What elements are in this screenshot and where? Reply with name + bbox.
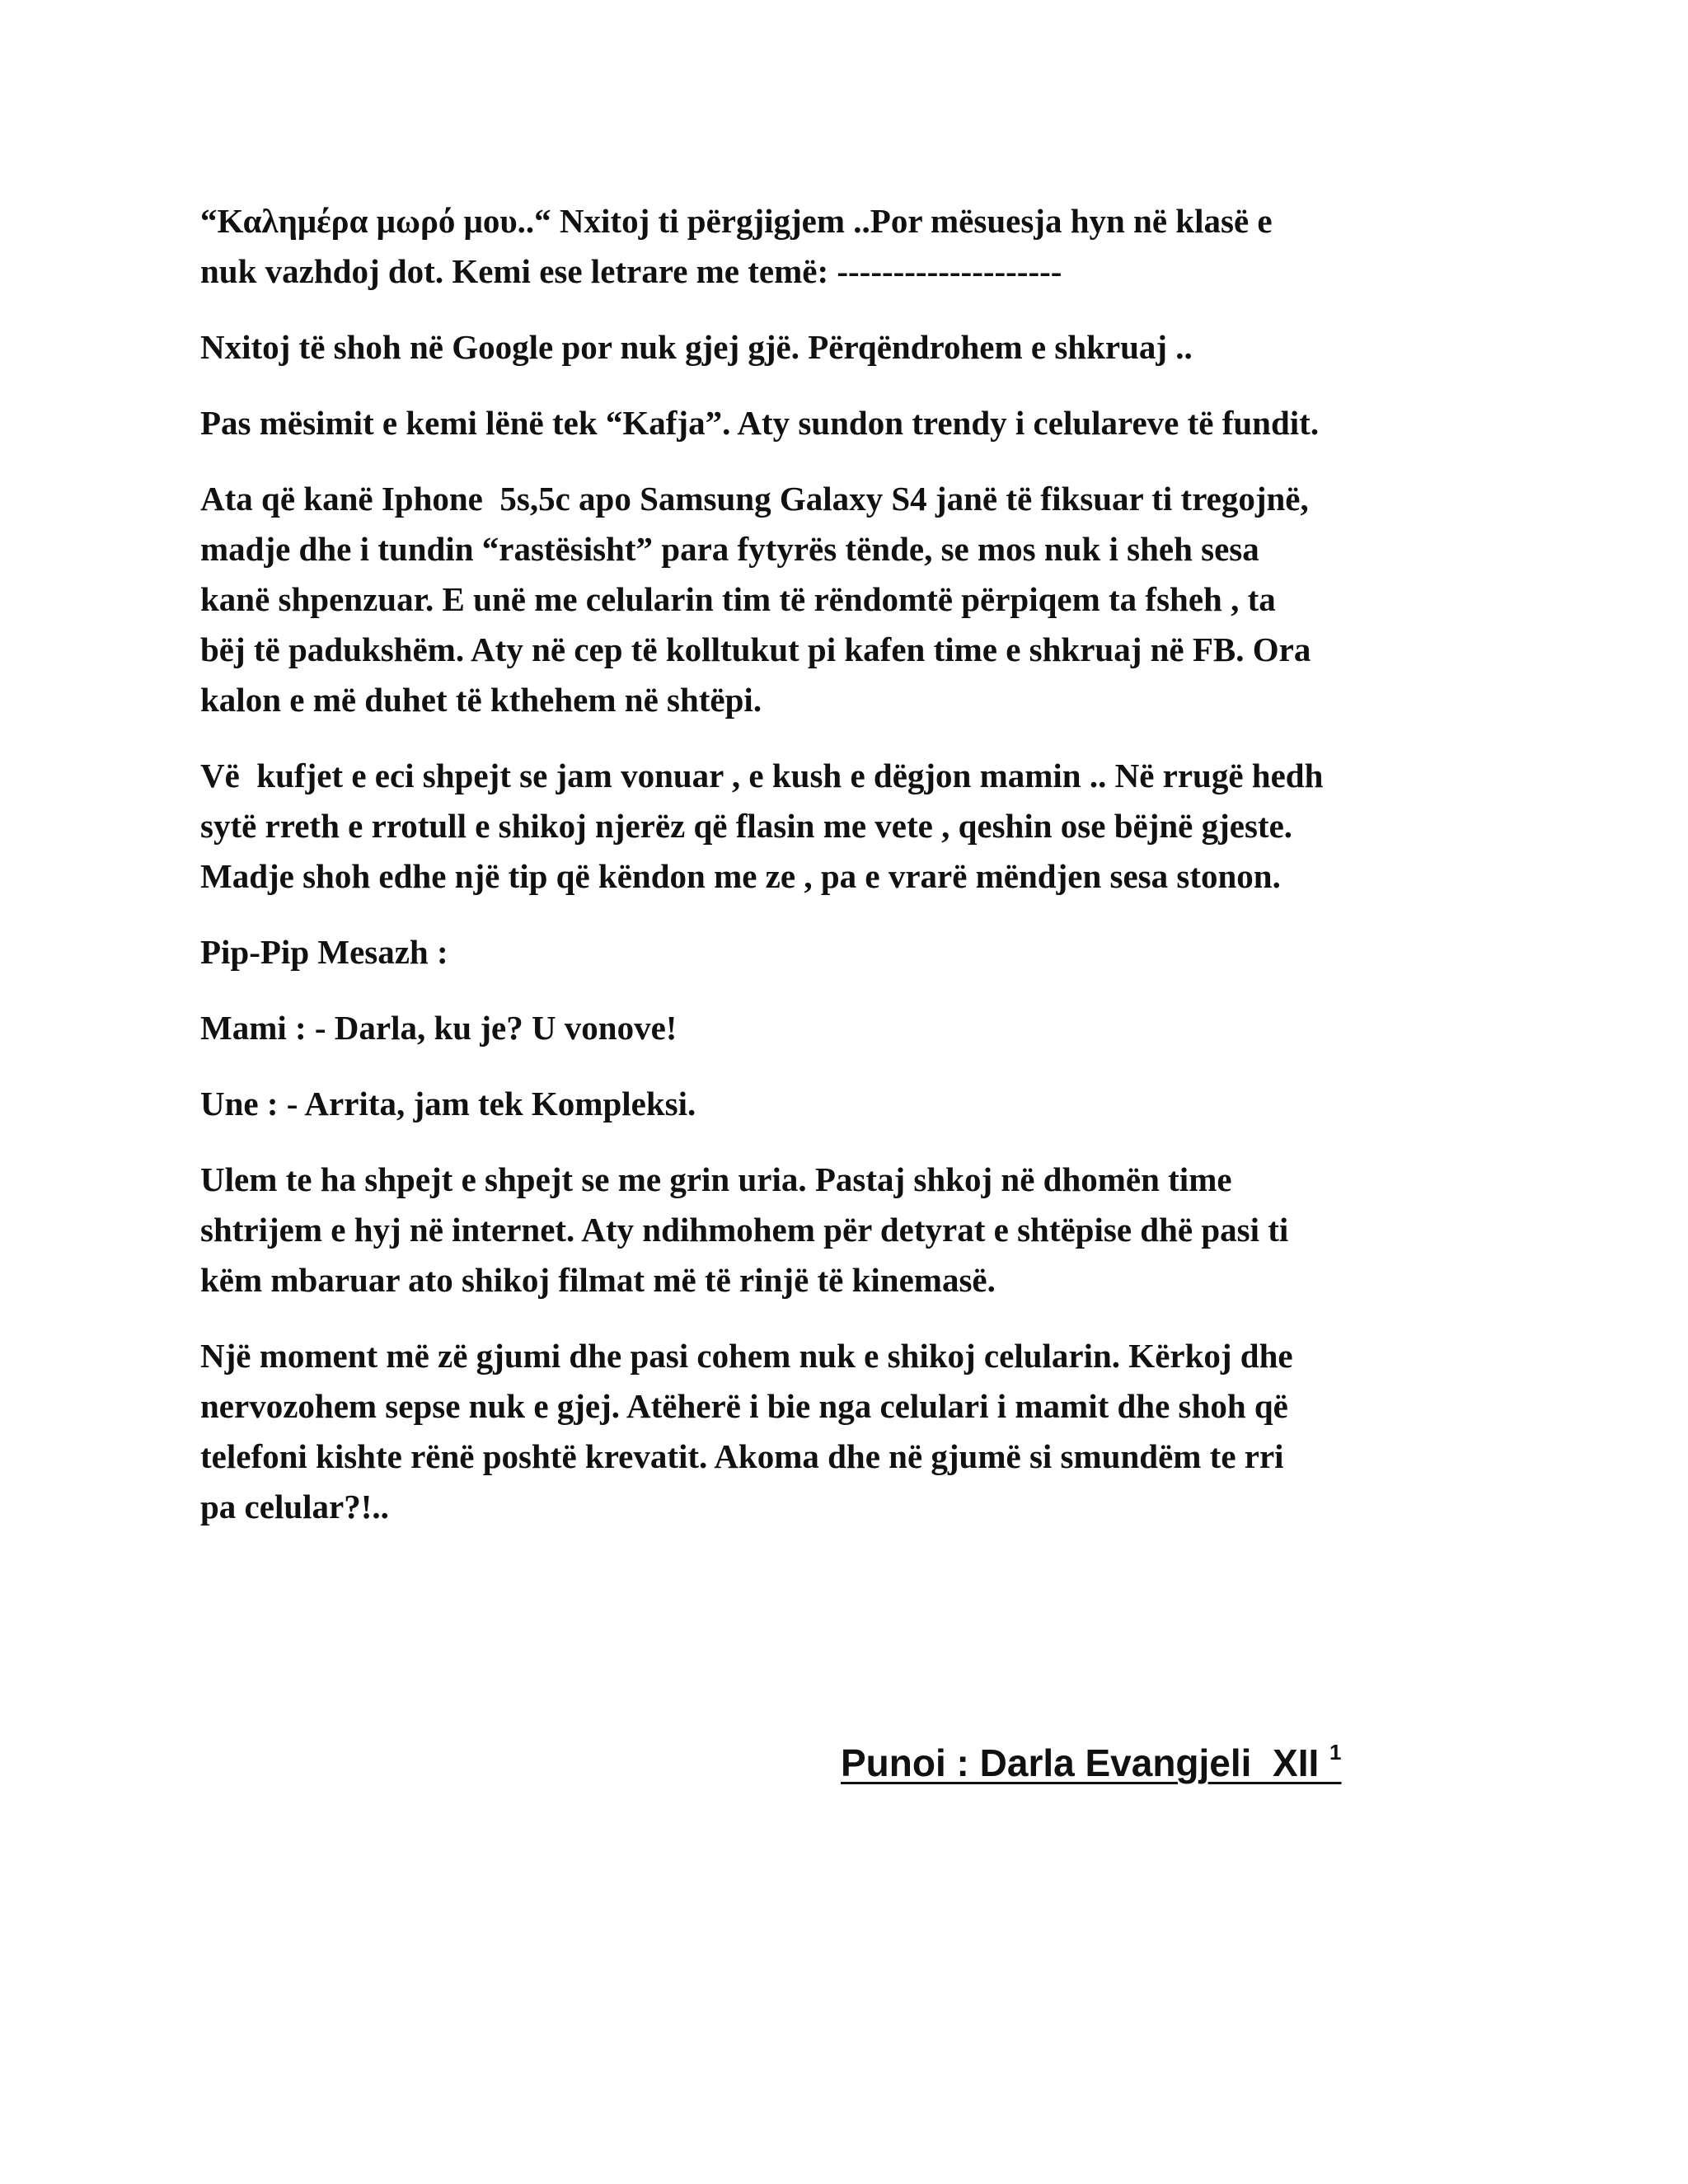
- text-line: “Καλημέρα μωρό μου..“ Nxitoj ti përgjigjem ..Por mësuesja hyn në klasë e: [200, 202, 1273, 240]
- paragraph: [200, 1003, 1503, 1053]
- text-line: pa celular?!..: [200, 1488, 389, 1526]
- paragraph: [200, 398, 1503, 448]
- paragraph: [200, 927, 1503, 977]
- text-line: Madje shoh edhe një tip që këndon me ze , pa e vrarë mëndjen sesa stonon.: [200, 857, 1281, 895]
- text-line: Mami : - Darla, ku je? U vonove!: [200, 1009, 678, 1047]
- text-line: kanë shpenzuar. E unë me celularin tim të rëndomtë përpiqem ta fsheh , ta: [200, 580, 1276, 618]
- signature-superscript: 1: [1329, 1740, 1342, 1765]
- paragraph: [200, 751, 1503, 902]
- text-line: telefoni kishte rënë poshtë krevatit. Akoma dhe në gjumë si smundëm te rri: [200, 1437, 1284, 1475]
- text-line: nervozohem sepse nuk e gjej. Atëherë i bie nga celulari i mamit dhe shoh që: [200, 1387, 1288, 1425]
- author-signature: [841, 1729, 1342, 1786]
- signature-text: Punoi : Darla Evangjeli XII: [841, 1741, 1330, 1784]
- text-line: Vë kufjet e eci shpejt se jam vonuar , e kush e dëgjon mamin .. Në rrugë hedh: [200, 757, 1324, 794]
- paragraph: [200, 1331, 1503, 1532]
- text-line: kalon e më duhet të kthehem në shtëpi.: [200, 681, 762, 719]
- paragraph: [200, 322, 1503, 373]
- text-line: shtrijem e hyj në internet. Aty ndihmohem për detyrat e shtëpise dhë pasi ti: [200, 1211, 1289, 1249]
- paragraph: [200, 1079, 1503, 1129]
- text-line: sytë rreth e rrotull e shikoj njerëz që flasin me vete , qeshin ose bëjnë gjeste.: [200, 807, 1293, 845]
- text-line: nuk vazhdoj dot. Kemi ese letrare me temë: --------------------: [200, 252, 1062, 290]
- text-line: Pas mësimit e kemi lënë tek “Kafja”. Aty sundon trendy i celulareve të fundit.: [200, 404, 1320, 442]
- text-line: Nxitoj të shoh në Google por nuk gjej gjë. Përqëndrohem e shkruaj ..: [200, 328, 1193, 366]
- paragraph: [200, 196, 1503, 297]
- paragraph: [200, 1155, 1503, 1305]
- text-line: Une : - Arrita, jam tek Kompleksi.: [200, 1085, 696, 1122]
- text-line: Ulem te ha shpejt e shpejt se me grin uria. Pastaj shkoj në dhomën time: [200, 1160, 1232, 1198]
- text-line: bëj të padukshëm. Aty në cep të kolltukut pi kafen time e shkruaj në FB. Ora: [200, 630, 1311, 668]
- text-line: Një moment më zë gjumi dhe pasi cohem nuk e shikoj celularin. Kërkoj dhe: [200, 1337, 1293, 1375]
- paragraph: [200, 474, 1503, 725]
- essay-body: [200, 196, 1503, 1558]
- text-line: madje dhe i tundin “rastësisht” para fytyrës tënde, se mos nuk i sheh sesa: [200, 530, 1259, 568]
- text-line: Pip-Pip Mesazh :: [200, 933, 448, 971]
- text-line: këm mbaruar ato shikoj filmat më të rinjë të kinemasë.: [200, 1261, 996, 1299]
- text-line: Ata që kanë Iphone 5s,5c apo Samsung Galaxy S4 janë të fiksuar ti tregojnë,: [200, 480, 1309, 518]
